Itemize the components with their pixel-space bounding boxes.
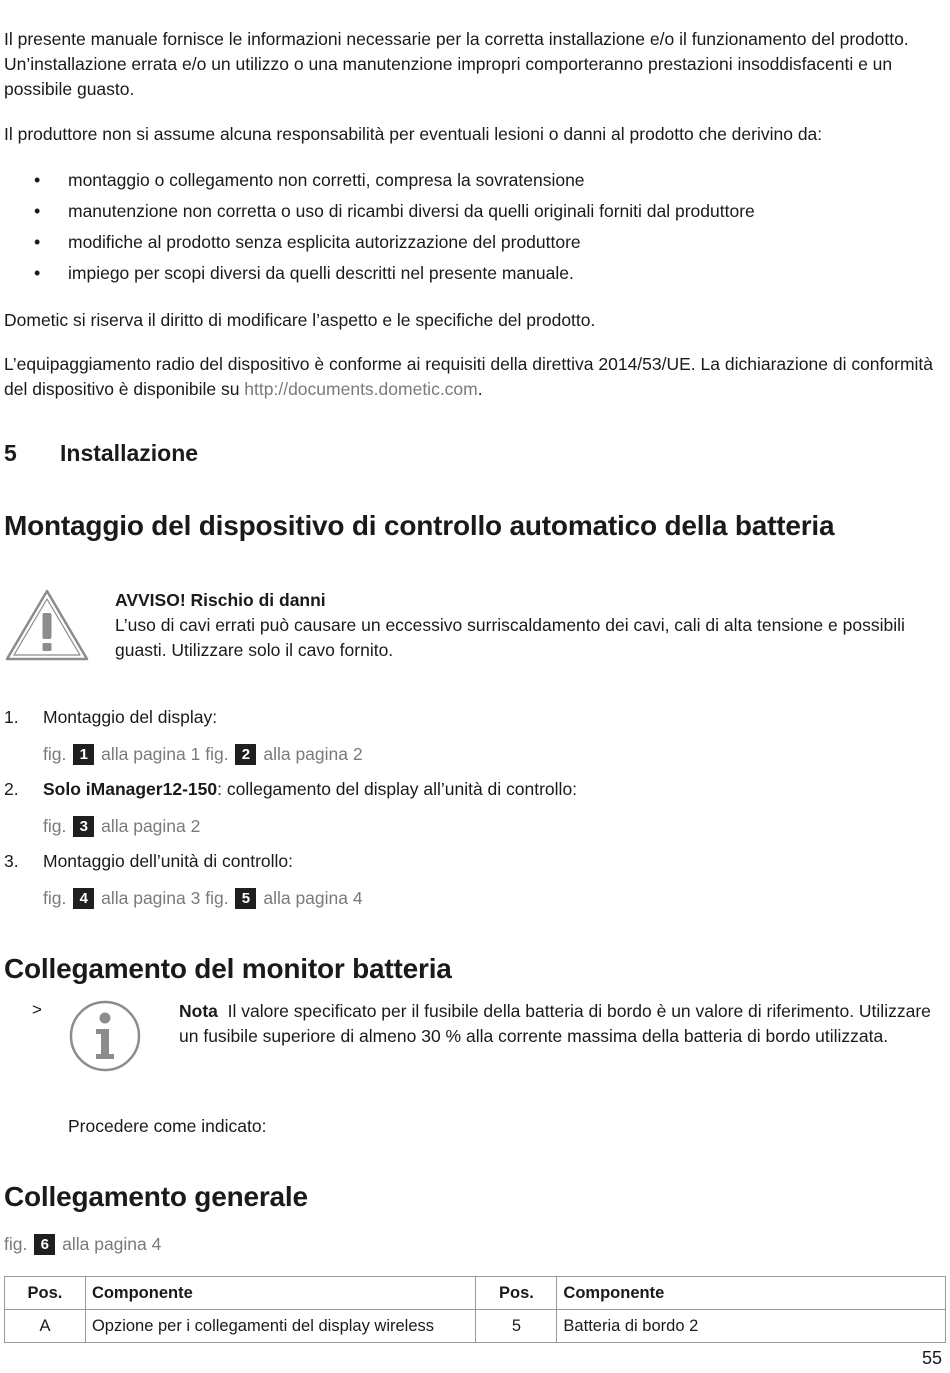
- proceed-text: Procedere come indicato:: [68, 1116, 267, 1136]
- page-reference: alla pagina 3: [101, 888, 201, 908]
- section-title-montaggio: Montaggio del dispositivo di controllo automatico della batteria: [4, 510, 835, 541]
- table-cell: 5: [476, 1310, 557, 1343]
- table-header: Componente: [85, 1277, 476, 1310]
- list-item: • impiego per scopi diversi da quelli descritti nel presente manuale.: [4, 258, 946, 289]
- table-header: Componente: [557, 1277, 946, 1310]
- table-cell: A: [5, 1310, 86, 1343]
- warning-box: [115, 588, 945, 663]
- step-item: [4, 848, 946, 911]
- figure-reference: [43, 813, 946, 839]
- warning-triangle-icon: [4, 588, 90, 662]
- fig-label: fig.: [205, 744, 229, 764]
- warning-text: L’uso di cavi errati può causare un eccessivo surriscaldamento dei cavi, cali di alta tensione e possibili guasti. Utilizzare solo il cavo fornito.: [115, 615, 905, 660]
- fig-label: fig.: [43, 744, 67, 764]
- chapter-number: 5: [4, 440, 17, 466]
- liability-list: [4, 165, 946, 289]
- table-cell: Opzione per i collegamenti del display wireless: [85, 1310, 476, 1343]
- intro-paragraph-1: Il presente manuale fornisce le informazioni necessarie per la corretta installazione e/o il funzionamento del prodotto. Un’installazione errata e/o un utilizzo o una manutenzione impropri comporteranno prestazioni insoddisfacenti e un possibile guasto.: [4, 29, 909, 99]
- page-reference: alla pagina 4: [62, 1234, 162, 1254]
- info-icon: [68, 999, 142, 1073]
- manual-page: [4, 0, 946, 1373]
- components-table: [4, 1276, 946, 1343]
- figure-reference: [4, 1234, 161, 1255]
- intro-paragraph-4: [4, 352, 946, 402]
- page-reference: alla pagina 4: [263, 888, 363, 908]
- section-title-generale: Collegamento generale: [4, 1181, 308, 1212]
- figure-badge[interactable]: 4: [73, 888, 94, 909]
- chapter-title: Installazione: [60, 440, 199, 466]
- chevron-right-icon: >: [32, 1000, 42, 1019]
- page-number: 55: [921, 1348, 942, 1368]
- table-cell: Batteria di bordo 2: [557, 1310, 946, 1343]
- chapter-heading: [4, 440, 198, 467]
- step-item: [4, 704, 946, 767]
- step-text: Montaggio dell’unità di controllo:: [43, 851, 294, 871]
- list-item: • modifiche al prodotto senza esplicita autorizzazione del produttore: [4, 227, 946, 258]
- step-number: 3.: [4, 851, 19, 871]
- intro-paragraph-3: Dometic si riserva il diritto di modificare l’aspetto e le specifiche del prodotto.: [4, 310, 596, 330]
- page-reference: alla pagina 2: [101, 816, 201, 836]
- figure-badge[interactable]: 6: [34, 1234, 55, 1255]
- figure-badge[interactable]: 5: [235, 888, 256, 909]
- list-item: • montaggio o collegamento non corretti, compresa la sovratensione: [4, 165, 946, 196]
- page-reference: alla pagina 1: [101, 744, 201, 764]
- page-reference: alla pagina 2: [263, 744, 363, 764]
- step-number: 2.: [4, 779, 19, 799]
- warning-title: AVVISO! Rischio di danni: [115, 590, 326, 610]
- note-text: Il valore specificato per il fusibile della batteria di bordo è un valore di riferimento. Utilizzare un fusibile superiore di almeno 30 % alla corrente massima della batteria di bordo utilizzata.: [179, 1001, 931, 1046]
- mounting-steps: [4, 704, 946, 911]
- fig-label: fig.: [43, 816, 67, 836]
- conformity-text: L’equipaggiamento radio del dispositivo è conforme ai requisiti della direttiva 2014/53/UE. La dichiarazione di conformità del dispositivo è disponibile su: [4, 354, 934, 399]
- figure-badge[interactable]: 3: [73, 816, 94, 837]
- note-label: Nota: [179, 1001, 218, 1021]
- step-text: Montaggio del display:: [43, 707, 218, 727]
- step-bold-model: Solo iManager12-150: [43, 779, 218, 799]
- figure-reference: [43, 885, 946, 911]
- list-item: • manutenzione non corretta o uso di ricambi diversi da quelli originali forniti dal produttore: [4, 196, 946, 227]
- table-header: Pos.: [5, 1277, 86, 1310]
- figure-badge[interactable]: 2: [235, 744, 256, 765]
- note-box: [179, 999, 946, 1049]
- step-text: : collegamento del display all’unità di controllo:: [217, 779, 578, 799]
- fig-label: fig.: [4, 1234, 28, 1254]
- fig-label: fig.: [43, 888, 67, 908]
- documents-link[interactable]: http://documents.dometic.com: [244, 379, 478, 399]
- section-title-collegamento: Collegamento del monitor batteria: [4, 953, 452, 984]
- conformity-text-end: .: [477, 379, 483, 399]
- table-header: Pos.: [476, 1277, 557, 1310]
- table-row: [5, 1310, 946, 1343]
- intro-paragraph-2: Il produttore non si assume alcuna responsabilità per eventuali lesioni o danni al prodotto che derivino da:: [4, 124, 823, 144]
- fig-label: fig.: [205, 888, 229, 908]
- step-item: [4, 776, 946, 839]
- figure-reference: [43, 741, 946, 767]
- step-number: 1.: [4, 707, 19, 727]
- figure-badge[interactable]: 1: [73, 744, 94, 765]
- table-header-row: [5, 1277, 946, 1310]
